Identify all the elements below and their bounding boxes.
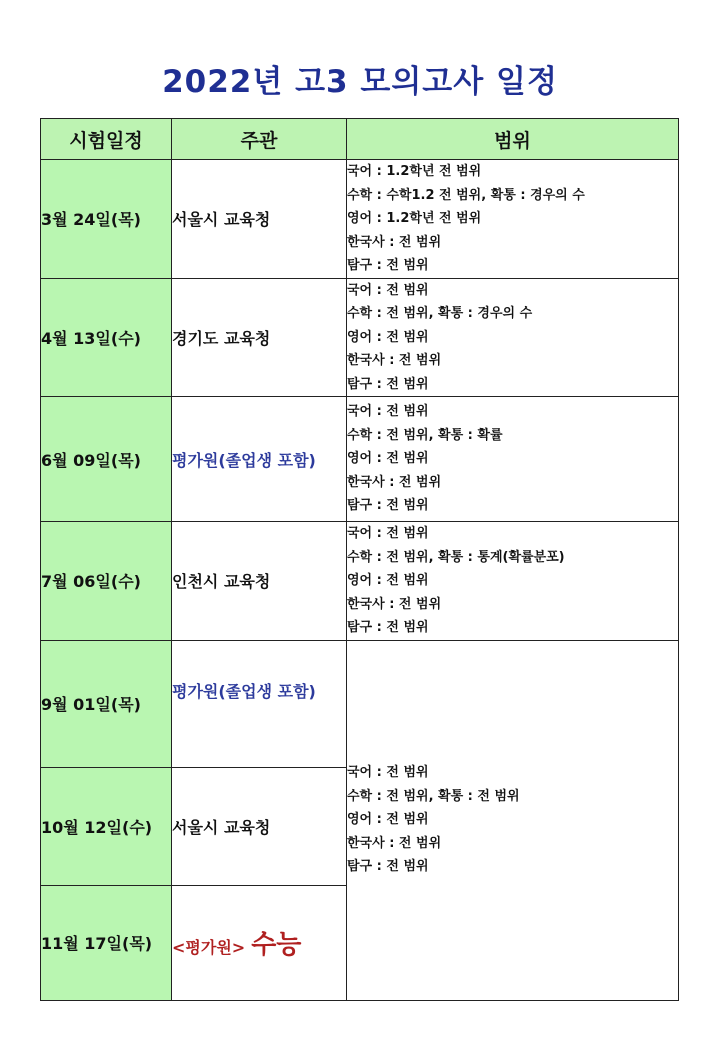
header-row — [41, 119, 679, 160]
table-row — [41, 160, 679, 279]
range-line: 영어 : 전 범위 — [347, 812, 429, 828]
exam-range — [347, 522, 679, 641]
csat-label: 수능 — [251, 930, 302, 960]
range-line: 수학 : 전 범위, 확통 : 전 범위 — [347, 788, 520, 804]
range-line: 수학 : 수학1.2 전 범위, 확통 : 경우의 수 — [347, 187, 585, 203]
exam-host: 서울시 교육청 — [172, 767, 347, 885]
table-row — [41, 522, 679, 641]
range-line: 국어 : 전 범위 — [347, 526, 429, 541]
range-line: 국어 : 전 범위 — [347, 282, 429, 298]
exam-date: 11월 17일(목) — [41, 885, 172, 1000]
range-line: 영어 : 1.2학년 전 범위 — [347, 211, 482, 226]
table-row — [41, 397, 679, 522]
range-line: 탐구 : 전 범위 — [347, 258, 429, 273]
exam-date: 10월 12일(수) — [41, 767, 172, 885]
header-range: 범위 — [347, 119, 679, 160]
csat-host-prefix: <평가원> — [172, 938, 246, 957]
range-line: 한국사 : 전 범위 — [347, 353, 442, 368]
exam-host: 평가원(졸업생 포함) — [172, 640, 347, 767]
range-line: 국어 : 1.2학년 전 범위 — [347, 164, 482, 179]
exam-host-csat — [172, 885, 347, 1000]
table-row — [41, 278, 679, 397]
range-line: 한국사 : 전 범위 — [347, 474, 442, 490]
range-line: 탐구 : 전 범위 — [347, 859, 429, 875]
exam-host: 서울시 교육청 — [172, 160, 347, 279]
range-line: 한국사 : 전 범위 — [347, 835, 442, 851]
exam-host: 인천시 교육청 — [172, 522, 347, 641]
header-host: 주관 — [172, 119, 347, 160]
table-row — [41, 640, 679, 767]
range-line: 수학 : 전 범위, 확통 : 경우의 수 — [347, 306, 533, 321]
range-line: 국어 : 전 범위 — [347, 765, 429, 781]
range-line: 한국사 : 전 범위 — [347, 596, 442, 612]
exam-date: 6월 09일(목) — [41, 397, 172, 522]
range-line: 영어 : 전 범위 — [347, 451, 429, 467]
header-date: 시험일정 — [41, 119, 172, 160]
range-line: 수학 : 전 범위, 확통 : 확률 — [347, 427, 503, 443]
exam-host: 평가원(졸업생 포함) — [172, 397, 347, 522]
range-line: 수학 : 전 범위, 확통 : 통계(확률분포) — [347, 549, 565, 565]
range-line: 탐구 : 전 범위 — [347, 376, 429, 392]
range-line: 영어 : 전 범위 — [347, 573, 429, 588]
schedule-table — [40, 118, 679, 1001]
exam-host: 경기도 교육청 — [172, 278, 347, 397]
page-title: 2022년 고3 모의고사 일정 — [162, 64, 558, 100]
range-line: 한국사 : 전 범위 — [347, 234, 442, 250]
range-line: 탐구 : 전 범위 — [347, 498, 429, 514]
range-line: 영어 : 전 범위 — [347, 329, 429, 345]
exam-date: 9월 01일(목) — [41, 640, 172, 767]
exam-range — [347, 278, 679, 397]
exam-date: 3월 24일(목) — [41, 160, 172, 279]
exam-range — [347, 397, 679, 522]
range-line: 탐구 : 전 범위 — [347, 620, 429, 635]
exam-range — [347, 160, 679, 279]
range-line: 국어 : 전 범위 — [347, 404, 429, 420]
exam-range-shared — [347, 640, 679, 1000]
exam-date: 7월 06일(수) — [41, 522, 172, 641]
exam-date: 4월 13일(수) — [41, 278, 172, 397]
